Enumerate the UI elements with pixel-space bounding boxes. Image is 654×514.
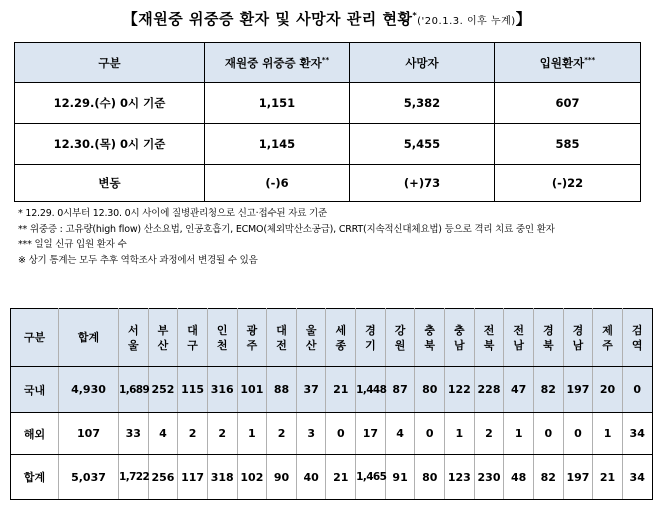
table1-header-deaths: 사망자: [350, 43, 495, 83]
table2-cell: 21: [326, 455, 356, 500]
table2-header-region: 전 남: [504, 309, 534, 367]
table2-cell: 국내: [11, 367, 59, 413]
table2-cell: 0: [415, 413, 445, 455]
table2-cell: 117: [178, 455, 208, 500]
table2-cell: 256: [148, 455, 178, 500]
table1-header-critical: 재원중 위중증 환자**: [205, 43, 350, 83]
table2-cell: 90: [267, 455, 297, 500]
footnotes: [18, 206, 648, 268]
footnote: *** 일일 신규 입원 환자 수: [18, 239, 127, 250]
table2-cell: 21: [593, 455, 623, 500]
table1-header-row: [15, 43, 641, 83]
table2-cell: 101: [237, 367, 267, 413]
table2-cell: 1: [237, 413, 267, 455]
table2-cell: 107: [59, 413, 119, 455]
table2-header-region: 제 주: [593, 309, 623, 367]
title-main: 【재원중 위중증 환자 및 사망자 관리 현황: [122, 10, 413, 28]
table1-row: [15, 83, 641, 124]
report-title: [0, 8, 654, 29]
table1-cell: (-)6: [205, 165, 350, 202]
table1-cell: (+)73: [350, 165, 495, 202]
table2-header-category: 구분: [11, 309, 59, 367]
table2-cell: 1,448: [356, 367, 386, 413]
footnote: ※ 상기 통계는 모두 추후 역학조사 과정에서 변경될 수 있음: [18, 254, 258, 266]
table2-header-region: 서 울: [119, 309, 149, 367]
table2-cell: 5,037: [59, 455, 119, 500]
table2-cell: 1,722: [119, 455, 149, 500]
table2-row: [11, 455, 653, 500]
title-footnote-mark: *: [412, 11, 418, 20]
table2-header-region: 검 역: [622, 309, 652, 367]
table2-cell: 1: [504, 413, 534, 455]
table1-cell: 변동: [15, 165, 205, 202]
table2-cell: 해외: [11, 413, 59, 455]
table2-cell: 318: [207, 455, 237, 500]
table2-cell: 2: [474, 413, 504, 455]
table2-cell: 21: [326, 367, 356, 413]
table2-cell: 4: [385, 413, 415, 455]
table2-header-region: 경 기: [356, 309, 386, 367]
table2-row: [11, 413, 653, 455]
table1-cell: 5,382: [350, 83, 495, 124]
table2-cell: 34: [622, 413, 652, 455]
table2-cell: 80: [415, 455, 445, 500]
table2-cell: 합계: [11, 455, 59, 500]
table2-cell: 2: [178, 413, 208, 455]
table1-cell: (-)22: [495, 165, 641, 202]
footnote: * 12.29. 0시부터 12.30. 0시 사이에 질병관리청으로 신고·접수된 자료 기준: [18, 208, 327, 219]
table2-cell: 197: [563, 455, 593, 500]
table2-row: [11, 367, 653, 413]
table2-header-region: 울 산: [296, 309, 326, 367]
table2-cell: 34: [622, 455, 652, 500]
table2-header-total: 합계: [59, 309, 119, 367]
table2-header-region: 광 주: [237, 309, 267, 367]
table2-cell: 1,689: [119, 367, 149, 413]
table2-cell: 230: [474, 455, 504, 500]
table2-header-region: 충 북: [415, 309, 445, 367]
table2-cell: 40: [296, 455, 326, 500]
table1-cell: 12.29.(수) 0시 기준: [15, 83, 205, 124]
table2-cell: 0: [533, 413, 563, 455]
table2-cell: 316: [207, 367, 237, 413]
title-subtitle: ('20.1.3. 이후 누계): [417, 16, 516, 27]
table2-cell: 4,930: [59, 367, 119, 413]
table1-cell: 1,145: [205, 124, 350, 165]
table2-cell: 0: [563, 413, 593, 455]
table2-cell: 228: [474, 367, 504, 413]
table2-cell: 122: [445, 367, 475, 413]
table2-cell: 0: [622, 367, 652, 413]
table2-header-region: 대 구: [178, 309, 208, 367]
table2-header-region: 대 전: [267, 309, 297, 367]
title-close-bracket: 】: [515, 10, 532, 28]
table2-cell: 20: [593, 367, 623, 413]
table2-header-region: 인 천: [207, 309, 237, 367]
table2-cell: 1: [445, 413, 475, 455]
table2-cell: 102: [237, 455, 267, 500]
table2-cell: 1,465: [356, 455, 386, 500]
table1-cell: 1,151: [205, 83, 350, 124]
table2-header-region: 경 북: [533, 309, 563, 367]
table1-cell: 585: [495, 124, 641, 165]
table2-cell: 1: [593, 413, 623, 455]
table2-cell: 0: [326, 413, 356, 455]
table2-cell: 33: [119, 413, 149, 455]
table2-header-region: 세 종: [326, 309, 356, 367]
table1-cell: 607: [495, 83, 641, 124]
table2-cell: 47: [504, 367, 534, 413]
table1-header-category: 구분: [15, 43, 205, 83]
table2-cell: 87: [385, 367, 415, 413]
table2-cell: 4: [148, 413, 178, 455]
table2-cell: 48: [504, 455, 534, 500]
regional-cases-table: [10, 308, 653, 500]
table2-cell: 2: [267, 413, 297, 455]
table2-cell: 197: [563, 367, 593, 413]
table2-cell: 3: [296, 413, 326, 455]
table2-cell: 17: [356, 413, 386, 455]
table1-cell: 5,455: [350, 124, 495, 165]
table2-cell: 2: [207, 413, 237, 455]
table2-header-region: 부 산: [148, 309, 178, 367]
table2-cell: 91: [385, 455, 415, 500]
table2-cell: 123: [445, 455, 475, 500]
table1-cell: 12.30.(목) 0시 기준: [15, 124, 205, 165]
table2-cell: 252: [148, 367, 178, 413]
table2-cell: 37: [296, 367, 326, 413]
table2-header-row: [11, 309, 653, 367]
table2-header-region: 경 남: [563, 309, 593, 367]
table2-cell: 88: [267, 367, 297, 413]
table2-header-region: 전 북: [474, 309, 504, 367]
table1-row: [15, 165, 641, 202]
table1-header-admitted: 입원환자***: [495, 43, 641, 83]
table1-row: [15, 124, 641, 165]
table2-cell: 80: [415, 367, 445, 413]
table2-header-region: 충 남: [445, 309, 475, 367]
table2-cell: 82: [533, 367, 563, 413]
critical-patients-deaths-table: [14, 42, 641, 202]
table2-cell: 82: [533, 455, 563, 500]
table2-cell: 115: [178, 367, 208, 413]
table2-header-region: 강 원: [385, 309, 415, 367]
footnote: ** 위중증 : 고유량(high flow) 산소요법, 인공호흡기, ECMO(체외막산소공급), CRRT(지속적신대체요법) 등으로 격리 치료 중인 환자: [18, 223, 555, 235]
